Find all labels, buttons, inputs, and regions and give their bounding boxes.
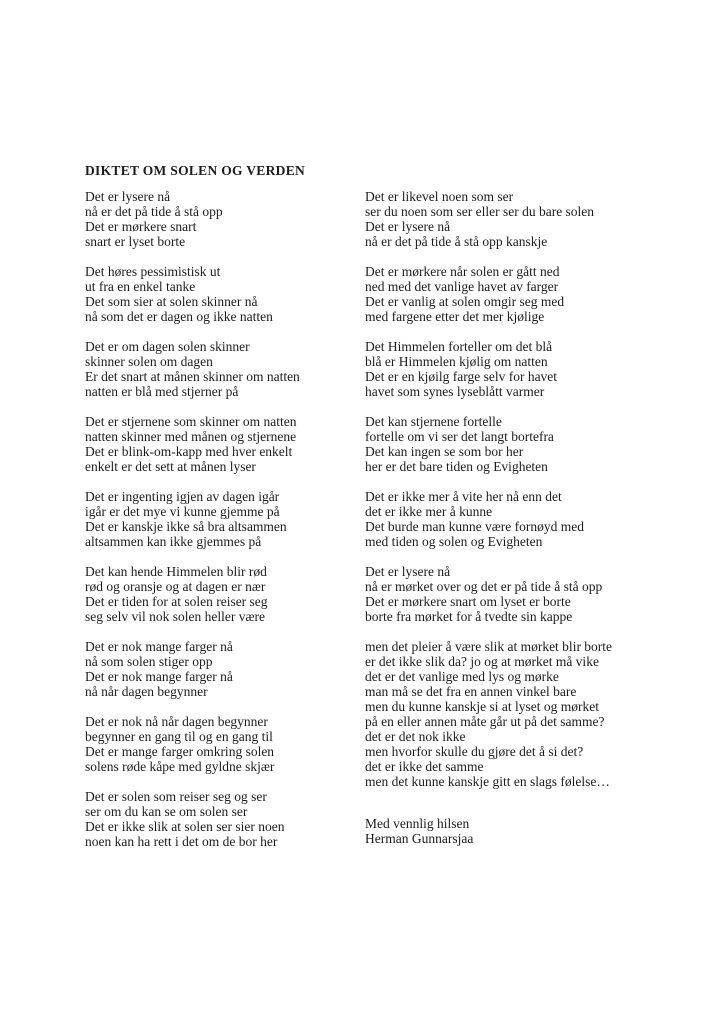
poem-stanza: [365, 264, 705, 324]
poem-line: er det ikke slik da? jo og at mørket må vike: [365, 654, 599, 669]
poem-title: DIKTET OM SOLEN OG VERDEN: [85, 163, 306, 178]
poem-column-left: [85, 189, 357, 864]
poem-line: Det kan hende Himmelen blir rød: [85, 564, 267, 579]
poem-line: Det er mange farger omkring solen: [85, 744, 275, 759]
poem-line: Det er blink-om-kapp med hver enkelt: [85, 444, 293, 459]
poem-line: Det er en kjøilg farge selv for havet: [365, 369, 558, 384]
poem-stanza: [365, 489, 705, 549]
poem-line: havet som synes lyseblått varmer: [365, 384, 545, 399]
poem-line: seg selv vil nok solen heller være: [85, 609, 265, 624]
poem-line: men du kunne kanskje si at lyset og mørket: [365, 699, 599, 714]
poem-line: Det er vanlig at solen omgir seg med: [365, 294, 565, 309]
poem-line: nå som det er dagen og ikke natten: [85, 309, 273, 324]
poem-stanza: [365, 339, 705, 399]
poem-line: Det som sier at solen skinner nå: [85, 294, 258, 309]
poem-line: igår er det mye vi kunne gjemme på: [85, 504, 280, 519]
poem-column-right: [365, 189, 705, 861]
poem-stanza: [85, 489, 357, 549]
poem-line: skinner solen om dagen: [85, 354, 213, 369]
poem-line: Det kan stjernene fortelle: [365, 414, 502, 429]
poem-line: Det er stjernene som skinner om natten: [85, 414, 297, 429]
poem-stanza: [85, 564, 357, 624]
poem-line: Det burde man kunne være fornøyd med: [365, 519, 584, 534]
poem-line: nå når dagen begynner: [85, 684, 208, 699]
poem-stanza: [85, 189, 357, 249]
poem-stanza: [365, 564, 705, 624]
poem-line: her er det bare tiden og Evigheten: [365, 459, 548, 474]
poem-line: Det er mørkere snart: [85, 219, 197, 234]
poem-line: solens røde kåpe med gyldne skjær: [85, 759, 275, 774]
poem-line: fortelle om vi ser det langt bortefra: [365, 429, 554, 444]
signoff: [365, 816, 705, 846]
poem-line: det er ikke det samme: [365, 759, 484, 774]
poem-line: Det er om dagen solen skinner: [85, 339, 250, 354]
poem-line: Det er ikke slik at solen ser sier noen: [85, 819, 285, 834]
poem-line: Det er nok nå når dagen begynner: [85, 714, 268, 729]
poem-line: det er ikke mer å kunne: [365, 504, 493, 519]
poem-line: nå er mørket over og det er på tide å stå opp: [365, 579, 603, 594]
poem-line: ser du noen som ser eller ser du bare solen: [365, 204, 595, 219]
signoff-line: Herman Gunnarsjaa: [365, 831, 474, 846]
poem-stanza: [85, 264, 357, 324]
poem-line: ser om du kan se om solen ser: [85, 804, 248, 819]
poem-line: Det er kanskje ikke så bra altsammen: [85, 519, 287, 534]
poem-stanza: [85, 789, 357, 849]
poem-stanza: [85, 714, 357, 774]
poem-line: man må se det fra en annen vinkel bare: [365, 684, 577, 699]
poem-stanza: [365, 189, 705, 249]
poem-stanza: [365, 639, 705, 789]
poem-line: natten er blå med stjerner på: [85, 384, 239, 399]
poem-line: natten skinner med månen og stjernene: [85, 429, 297, 444]
poem-line: Det er nok mange farger nå: [85, 639, 233, 654]
poem-line: blå er Himmelen kjølig om natten: [365, 354, 548, 369]
poem-line: altsammen kan ikke gjemmes på: [85, 534, 262, 549]
poem-line: rød og oransje og at dagen er nær: [85, 579, 266, 594]
poem-line: ned med det vanlige havet av farger: [365, 279, 559, 294]
poem-line: begynner en gang til og en gang til: [85, 729, 273, 744]
poem-line: enkelt er det sett at månen lyser: [85, 459, 256, 474]
poem-line: det er det vanlige med lys og mørke: [365, 669, 559, 684]
poem-line: ut fra en enkel tanke: [85, 279, 196, 294]
poem-line: noen kan ha rett i det om de bor her: [85, 834, 278, 849]
poem-line: Det er tiden for at solen reiser seg: [85, 594, 268, 609]
poem-line: Det høres pessimistisk ut: [85, 264, 221, 279]
poem-line: nå er det på tide å stå opp kanskje: [365, 234, 548, 249]
poem-line: men det kunne kanskje gitt en slags følelse…: [365, 774, 610, 789]
poem-line: men det pleier å være slik at mørket blir borte: [365, 639, 613, 654]
poem-line: Det er ingenting igjen av dagen igår: [85, 489, 280, 504]
poem-line: Det er solen som reiser seg og ser: [85, 789, 267, 804]
poem-stanza: [85, 339, 357, 399]
poem-stanza: [365, 414, 705, 474]
poem-line: Det er lysere nå: [85, 189, 171, 204]
poem-line: Er det snart at månen skinner om natten: [85, 369, 300, 384]
poem-line: Det er nok mange farger nå: [85, 669, 233, 684]
poem-line: snart er lyset borte: [85, 234, 186, 249]
poem-line: det er det nok ikke: [365, 729, 466, 744]
poem-stanza: [85, 414, 357, 474]
poem-line: Det er mørkere snart om lyset er borte: [365, 594, 571, 609]
poem-line: borte fra mørket for å tvedte sin kappe: [365, 609, 573, 624]
poem-line: Det er lysere nå: [365, 219, 451, 234]
poem-line: Det er likevel noen som ser: [365, 189, 514, 204]
poem-line: på en eller annen måte går ut på det samme?: [365, 714, 605, 729]
signoff-line: Med vennlig hilsen: [365, 816, 470, 831]
poem-line: Det er ikke mer å vite her nå enn det: [365, 489, 562, 504]
poem-line: nå som solen stiger opp: [85, 654, 213, 669]
poem-line: Det kan ingen se som bor her: [365, 444, 524, 459]
poem-line: Det er lysere nå: [365, 564, 451, 579]
poem-line: men hvorfor skulle du gjøre det å si det?: [365, 744, 584, 759]
poem-line: Det er mørkere når solen er gått ned: [365, 264, 560, 279]
poem-stanza: [85, 639, 357, 699]
poem-line: nå er det på tide å stå opp: [85, 204, 223, 219]
poem-line: med fargene etter det mer kjølige: [365, 309, 545, 324]
poem-line: med tiden og solen og Evigheten: [365, 534, 543, 549]
poem-line: Det Himmelen forteller om det blå: [365, 339, 553, 354]
